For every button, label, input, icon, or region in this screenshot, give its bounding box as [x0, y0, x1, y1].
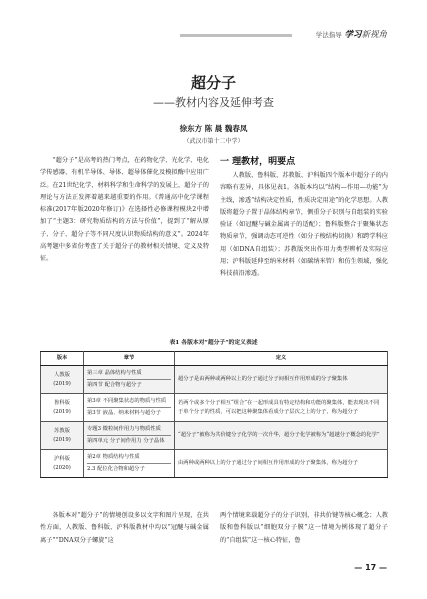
header-column-small: 学法指导	[315, 31, 342, 39]
article-authors: 徐东方 陈 晨 魏春凤	[179, 124, 248, 133]
chapter-line: 第四单元 分子间作用力 分子晶体	[87, 435, 171, 447]
table-cell-definition: 超分子是由两种或两种以上的分子通过分子间相互作用形成的分子聚集体	[175, 366, 388, 394]
table-cell-definition: “超分子”被称为共价键分子化学的一次升华，超分子化学被称为“超越分子概念的化学”	[175, 422, 388, 450]
table-cell-version: 沪科版 (2020)	[41, 450, 84, 478]
bottom-left-column	[40, 510, 209, 547]
table-caption: 表1 各版本对“超分子”的定义表述	[169, 340, 258, 346]
table-body	[41, 366, 388, 478]
table-cell-chapter	[84, 450, 175, 478]
section1-paragraph: 人教版、鲁科版、苏教版、沪科版四个版本中超分子的内容略有差异，具体见表1。各版本均以“结构—作用—功能”为主线，渗透“结构决定性质，性质决定用途”的化学思想。人教版将超分子置于晶体结构章节，侧重分子识别与自组装的实验验证（如冠醚与碱金属离子的适配）；鲁科版整合于聚集状态物质章节，强调动态可逆性（如分子梭结构切换）和跨学科应用（如DNA自组装）；苏教版突出作用力类型辨析及实际应用；沪科版延伸至纳米材料（如碳纳米管）和仿生领域，强化科技前沿渗透。	[220, 172, 388, 278]
left-column	[40, 155, 209, 266]
article-title: 超分子	[190, 74, 236, 92]
header-column-bold: 学习	[344, 30, 362, 40]
header-column-italic: 新视角	[361, 30, 387, 40]
table-row	[41, 450, 388, 478]
definition-table	[40, 351, 388, 478]
table-header-cell: 章节	[84, 352, 175, 366]
table-header-cell: 定义	[175, 352, 388, 366]
right-column	[220, 155, 388, 281]
table-row	[41, 366, 388, 394]
chapter-line: 第三章 晶体结构与性质	[87, 370, 142, 376]
chapter-line: 2.3 配位化合物和超分子	[87, 463, 171, 475]
chapter-line: 第3章 不同聚集状态的物质与性质	[87, 398, 167, 404]
page-number: — 17 —	[354, 563, 387, 572]
section-heading: 一 理教材，明要点	[220, 157, 296, 167]
intro-paragraph: “超分子”是高考的热门考点，在药物化学、光化学、电化学传感器、有机半导体、导体、超导体催化及模拟酶中应用广泛。在21世纪化学、材料科学和生命科学的发展上，超分子的理论与方法正发挥着越来越重要的作用。《普通高中化学课程标准(2017年版2020年修订)》在选择性必修课程模块2中增加了“主题3：研究物质结构的方法与价值”，提到了“解从原子、分子、超分子等不同尺度认识物质结构的意义”。2024年高考题中多省份考查了关于超分子的教材相关情境、定义及特征。	[40, 157, 209, 263]
chapter-line: 第3节 液晶、纳米材料与超分子	[87, 407, 171, 419]
chapter-line: 专题3 微粒间作用力与物质性质	[87, 426, 161, 432]
chapter-line: 第四节 配合物与超分子	[87, 379, 171, 391]
table-cell-version: 鲁科版 (2019)	[41, 394, 84, 422]
table-header-row	[41, 352, 388, 366]
table-row	[41, 422, 388, 450]
table-cell-chapter	[84, 422, 175, 450]
bottom-right-column	[220, 510, 388, 547]
header-column-name	[316, 28, 387, 40]
table-cell-version: 人教版 (2019)	[41, 366, 84, 394]
table-cell-version: 苏教版 (2019)	[41, 422, 84, 450]
table-cell-definition: 由两种或两种以上的分子通过分子间相互作用形成的分子聚集体，称为超分子	[175, 450, 388, 478]
table-cell-definition: 若两个或多个分子相互“组合”在一起形成具有特定结构和功能的聚集体，能表现出不同于单个分子的性质，可以把这种聚集体看成分子层次之上的分子，称为超分子	[175, 394, 388, 422]
bottom-right-paragraph: 两个情境来载超分子的分子识别，非共价键等核心概念；人教版和鲁科版以“细胞双分子膜”这一情境为例体现了超分子的“自组装”这一核心特征，鲁	[220, 512, 388, 544]
bottom-left-paragraph: 各版本对“超分子”的情境创设多以文字和图片呈现，在共性方面，人教版、鲁科版、沪科版教材中均以“冠醚与碱金属离子”“DNA双分子螺旋”这	[40, 512, 209, 544]
chapter-line: 第2章 物质结构与性质	[87, 454, 140, 460]
table-row	[41, 394, 388, 422]
table-header-cell: 版本	[41, 352, 84, 366]
table-cell-chapter	[84, 394, 175, 422]
table-cell-chapter	[84, 366, 175, 394]
article-subtitle: ——教材内容及延伸考查	[153, 96, 274, 109]
article-affiliation: （武汉市第十二中学）	[183, 138, 244, 145]
